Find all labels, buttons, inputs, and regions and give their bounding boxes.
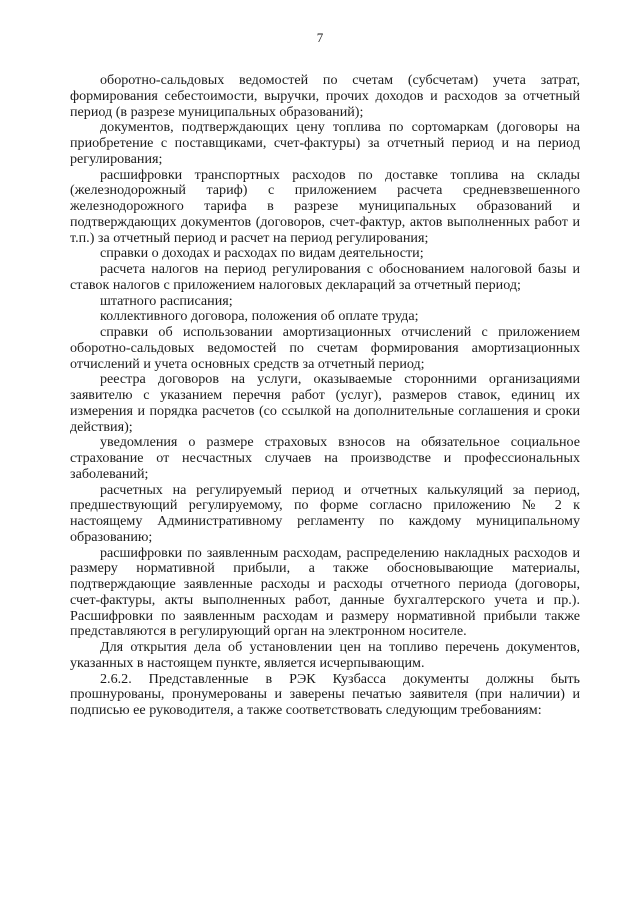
paragraph-transport-costs: расшифровки транспортных расходов по доставке топлива на склады (железнодорожный тариф) с приложением расчета средневзвешенного железнодорожного тарифа в разрезе муниципальных образований и подтверждающих документов (договоров, счет-фактур, актов выполненных работ и т.п.) за отчетный период и расчет на период регулирования; xyxy=(70,166,580,246)
paragraph-fuel-price-documents: документов, подтверждающих цену топлива по сортомаркам (договоры на приобретение с поставщиками, счет-фактуры) за отчетный период и на период регулирования; xyxy=(70,119,580,167)
document-body xyxy=(70,73,580,719)
paragraph-turnover-statements: оборотно-сальдовых ведомостей по счетам (субсчетам) учета затрат, формирования себестоимости, выручки, прочих доходов и расходов за отчетный период (в разрезе муниципальных образований); xyxy=(70,72,580,120)
paragraph-tax-calculation: расчета налогов на период регулирования с обоснованием налоговой базы и ставок налогов с приложением налоговых деклараций за отчетный период; xyxy=(70,261,580,293)
paragraph-section-2-6-2: 2.6.2. Представленные в РЭК Кузбасса документы должны быть прошнурованы, пронумерованы и заверены печатью заявителя (при наличии) и подписью ее руководителя, а также соответствовать следующим требованиям: xyxy=(70,670,580,718)
paragraph-exhaustive-list: Для открытия дела об установлении цен на топливо перечень документов, указанных в настоящем пункте, является исчерпывающим. xyxy=(70,639,580,671)
paragraph-insurance-notice: уведомления о размере страховых взносов на обязательное социальное страхование от несчастных случаев на производстве и профессиональных заболеваний; xyxy=(70,434,580,482)
paragraph-collective-agreement: коллективного договора, положения об оплате труда; xyxy=(100,308,419,325)
paragraph-cost-breakdown: расшифровки по заявленным расходам, распределению накладных расходов и размеру нормативной прибыли, а также обосновывающие материалы, подтверждающие заявленные расходы и расходы отчетного периода (договоры, счет-фактуры, акты выполненных работ, данные бухгалтерского учета и пр.). Расшифровки по заявленным расходам и размеру нормативной прибыли также представляются в регулирующий орган на электронном носителе. xyxy=(70,544,580,640)
paragraph-calculations: расчетных на регулируемый период и отчетных калькуляций за период, предшествующий регулируемому, по форме согласно приложению № 2 к настоящему Административному регламенту по каждому муниципальному образованию; xyxy=(70,481,580,545)
paragraph-income-expenses: справки о доходах и расходах по видам деятельности; xyxy=(100,245,424,262)
page-number: 7 xyxy=(316,30,324,45)
paragraph-depreciation: справки об использовании амортизационных отчислений с приложением оборотно-сальдовых ведомостей по счетам формирования амортизационных отчислений и учета основных средств за отчетный период; xyxy=(70,324,580,372)
paragraph-staff-schedule: штатного расписания; xyxy=(100,292,233,309)
paragraph-contracts-register: реестра договоров на услуги, оказываемые сторонними организациями заявителю с указанием перечня работ (услуг), размеров ставок, единиц их измерения и порядка расчетов (со ссылкой на дополнительные соглашения и сроки действия); xyxy=(70,371,580,435)
